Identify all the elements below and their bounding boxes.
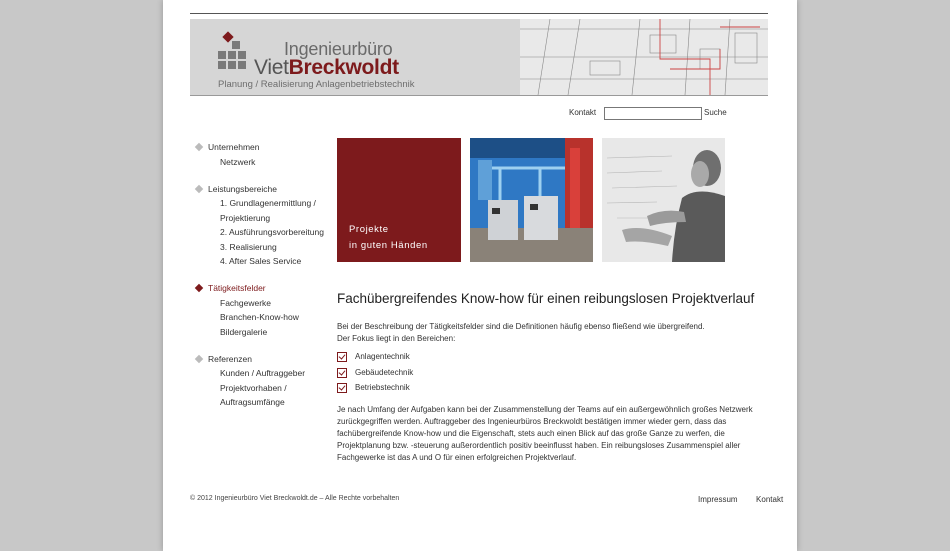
list-item bbox=[337, 367, 413, 383]
brand-breckwoldt: Breckwoldt bbox=[288, 56, 399, 79]
body-line: Projektplanung bzw. -steuerung außerordentlich positiv beeinflusst haben. Ein reibungsloses Zusammenspiel aller bbox=[337, 441, 741, 450]
nav-group-taetigkeitsfelder bbox=[196, 281, 324, 339]
intro-text bbox=[337, 321, 737, 345]
nav-item-leistungsbereiche[interactable]: Leistungsbereiche bbox=[196, 182, 324, 197]
sidebar-nav bbox=[196, 140, 324, 422]
hero-line1: Projekte bbox=[349, 224, 389, 235]
brand-name[interactable] bbox=[254, 56, 399, 80]
nav-subitem[interactable]: 3. Realisierung bbox=[220, 241, 277, 252]
nav-subitem[interactable]: Auftragsumfänge bbox=[220, 397, 285, 407]
body-line: Je nach Umfang der Aufgaben kann bei der Zusammenstellung der Teams auf ein außergewöhnlich großes Netzwerk bbox=[337, 405, 753, 414]
body-paragraph bbox=[337, 404, 767, 464]
kontakt-link-top[interactable]: Kontakt bbox=[569, 108, 597, 117]
engineer-whiteboard-photo bbox=[602, 138, 725, 262]
header-banner bbox=[190, 19, 768, 95]
nav-subitem[interactable]: Fachgewerke bbox=[220, 297, 272, 308]
nav-subitem[interactable]: Projektierung bbox=[220, 212, 271, 223]
technical-drawing-image bbox=[520, 19, 768, 95]
nav-group-unternehmen bbox=[196, 140, 324, 169]
page-headline: Fachübergreifendes Know-how für einen reibungslosen Projektverlauf bbox=[337, 291, 755, 306]
nav-subitem[interactable]: Branchen-Know-how bbox=[220, 312, 299, 322]
brand-tagline: Planung / Realisierung Anlagenbetriebstechnik bbox=[218, 79, 415, 90]
focus-list bbox=[337, 351, 413, 398]
checkbox-icon bbox=[337, 352, 347, 362]
top-divider bbox=[190, 13, 768, 14]
nav-item-unternehmen[interactable]: Unternehmen bbox=[196, 140, 324, 155]
checkbox-icon bbox=[337, 368, 347, 378]
footer-copyright: © 2012 Ingenieurbüro Viet Breckwoldt.de – Alle Rechte vorbehalten bbox=[190, 495, 400, 502]
list-item-label: Gebäudetechnik bbox=[355, 367, 414, 377]
nav-group-leistungsbereiche bbox=[196, 182, 324, 269]
brand-line1: Ingenieurbüro bbox=[284, 39, 393, 59]
body-line: Fachgewerke ist das A und O für einen erfolgreichen Projektverlauf. bbox=[337, 453, 577, 462]
checkbox-icon bbox=[337, 383, 347, 393]
nav-subitem[interactable]: 2. Ausführungsvorbereitung bbox=[220, 227, 324, 237]
nav-group-referenzen bbox=[196, 352, 324, 410]
intro-line2: Der Fokus liegt in den Bereichen: bbox=[337, 334, 456, 343]
search-input[interactable] bbox=[604, 107, 702, 120]
search-button[interactable]: Suche bbox=[704, 108, 727, 117]
body-line: zurückgegriffen werden. Auftraggeber des Ingenieurbüros Breckwoldt bestätigen immer wieder gern, dass das bbox=[337, 417, 727, 426]
list-item-label: Betriebstechnik bbox=[355, 383, 410, 392]
nav-subitem[interactable]: Projektvorhaben / bbox=[220, 382, 287, 393]
page-container bbox=[163, 0, 797, 551]
banner-divider bbox=[190, 95, 768, 96]
nav-item-taetigkeitsfelder[interactable]: Tätigkeitsfelder bbox=[196, 281, 324, 296]
boiler-room-photo bbox=[470, 138, 593, 262]
nav-subitem[interactable]: 1. Grundlagenermittlung / bbox=[220, 198, 316, 208]
nav-subitem[interactable]: Netzwerk bbox=[220, 156, 256, 167]
intro-line1: Bei der Beschreibung der Tätigkeitsfelder sind die Definitionen häufig ebenso fließend wie übergreifend. bbox=[337, 322, 705, 331]
brand-viet: Viet bbox=[254, 56, 289, 79]
hero-tile-text bbox=[337, 138, 461, 262]
kontakt-link-footer[interactable]: Kontakt bbox=[756, 495, 784, 504]
list-item bbox=[337, 351, 413, 367]
nav-subitem[interactable]: Kunden / Auftraggeber bbox=[220, 368, 306, 378]
footer-links bbox=[698, 495, 783, 504]
nav-subitem[interactable]: Bildergalerie bbox=[220, 326, 268, 337]
nav-item-referenzen[interactable]: Referenzen bbox=[196, 352, 324, 367]
hero-line2: in guten Händen bbox=[349, 240, 428, 251]
list-item bbox=[337, 382, 413, 398]
body-line: fachübergreifende Know-how und die Eigenschaft, stets auch einen Blick auf das große Ganze zu werfen, die bbox=[337, 429, 725, 438]
nav-subitem[interactable]: 4. After Sales Service bbox=[220, 256, 302, 266]
impressum-link[interactable]: Impressum bbox=[698, 495, 738, 504]
list-item-label: Anlagentechnik bbox=[355, 352, 410, 361]
